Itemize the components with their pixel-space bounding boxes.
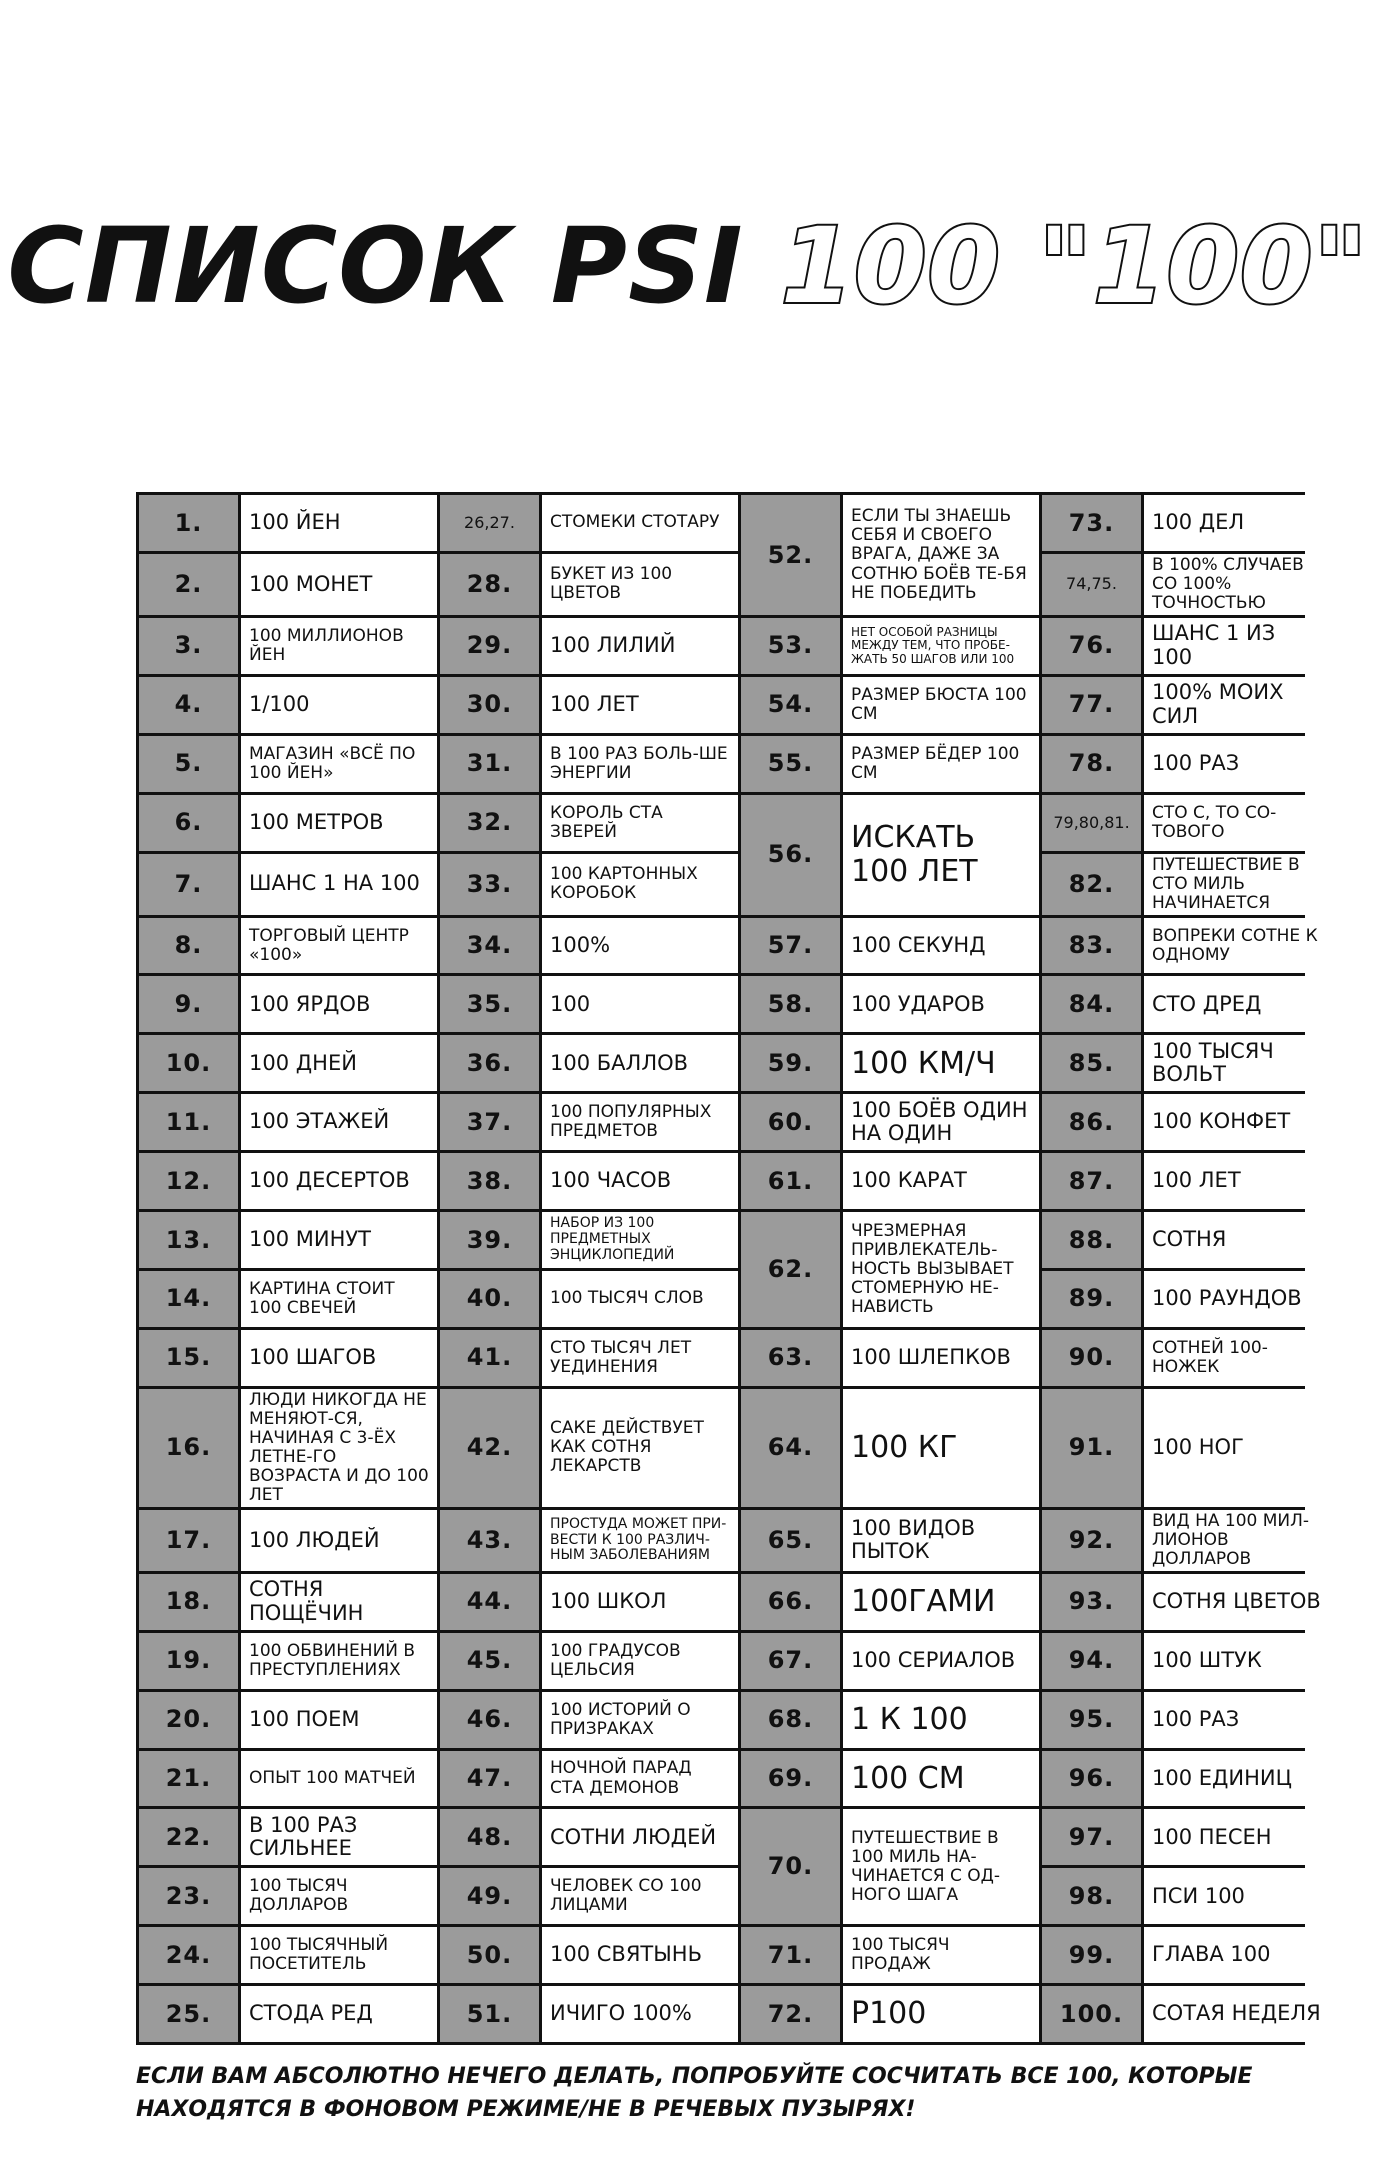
- entry-text: НЕТ ОСОБОЙ РАЗНИЦЫ МЕЖДУ ТЕМ, ЧТО ПРОБЕ-ЖАТЬ 50 ШАГОВ ИЛИ 100: [843, 618, 1039, 674]
- entry-text: 100 ГРАДУСОВ ЦЕЛЬСИЯ: [542, 1633, 738, 1689]
- entry-text: СОТНЯ: [1144, 1212, 1329, 1268]
- entry-text: 100 ПЕСЕН: [1144, 1809, 1329, 1865]
- entry-text: 100 КГ: [843, 1389, 1039, 1507]
- entry-text: ГЛАВА 100: [1144, 1927, 1329, 1983]
- entry-text: 100 КМ/Ч: [843, 1035, 1039, 1091]
- entry-text: ИСКАТЬ 100 ЛЕТ: [843, 795, 1039, 915]
- entry-text: 100 КОНФЕТ: [1144, 1094, 1329, 1150]
- entry-number: 91.: [1042, 1389, 1141, 1507]
- entry-number: 64.: [741, 1389, 840, 1507]
- entry-number: 52.: [741, 495, 840, 615]
- entry-text: 100 ДНЕЙ: [241, 1035, 437, 1091]
- entry-number: 23.: [139, 1868, 238, 1924]
- entry-number: 99.: [1042, 1927, 1141, 1983]
- entry-text: 100 СЕРИАЛОВ: [843, 1633, 1039, 1689]
- entry-number: 93.: [1042, 1574, 1141, 1630]
- entry-text: ПРОСТУДА МОЖЕТ ПРИ-ВЕСТИ К 100 РАЗЛИЧ-НЫМ ЗАБОЛЕВАНИЯМ: [542, 1510, 738, 1571]
- entry-text: ЧРЕЗМЕРНАЯ ПРИВЛЕКАТЕЛЬ-НОСТЬ ВЫЗЫВАЕТ СТОМЕРНУЮ НЕ-НАВИСТЬ: [843, 1212, 1039, 1327]
- entry-number: 69.: [741, 1751, 840, 1807]
- entry-text: СТОМЕКИ СТОТАРУ: [542, 495, 738, 551]
- entry-number: 25.: [139, 1986, 238, 2042]
- entry-number: 39.: [440, 1212, 539, 1268]
- entry-text: ЧЕЛОВЕК СО 100 ЛИЦАМИ: [542, 1868, 738, 1924]
- entry-number: 6.: [139, 795, 238, 851]
- entry-text: КАРТИНА СТОИТ 100 СВЕЧЕЙ: [241, 1271, 437, 1327]
- entry-text: 1 К 100: [843, 1692, 1039, 1748]
- entry-text: ВИД НА 100 МИЛ-ЛИОНОВ ДОЛЛАРОВ: [1144, 1510, 1329, 1571]
- entry-number: 40.: [440, 1271, 539, 1327]
- entry-text: 100 МИЛЛИОНОВ ЙЕН: [241, 618, 437, 674]
- entry-number: 32.: [440, 795, 539, 851]
- entry-text: 100 ТЫСЯЧНЫЙ ПОСЕТИТЕЛЬ: [241, 1927, 437, 1983]
- entry-number: 90.: [1042, 1330, 1141, 1386]
- entry-number: 56.: [741, 795, 840, 915]
- entry-number: 29.: [440, 618, 539, 674]
- entry-number: 87.: [1042, 1153, 1141, 1209]
- entry-number: 57.: [741, 918, 840, 974]
- entry-text: 100 ПОПУЛЯРНЫХ ПРЕДМЕТОВ: [542, 1094, 738, 1150]
- entry-number: 18.: [139, 1574, 238, 1630]
- entry-number: 13.: [139, 1212, 238, 1268]
- entry-number: 14.: [139, 1271, 238, 1327]
- entry-number: 88.: [1042, 1212, 1141, 1268]
- entry-number: 53.: [741, 618, 840, 674]
- entry-text: 100 ЛЕТ: [1144, 1153, 1329, 1209]
- entry-number: 36.: [440, 1035, 539, 1091]
- entry-number: 46.: [440, 1692, 539, 1748]
- entry-number: 85.: [1042, 1035, 1141, 1091]
- entry-number: 34.: [440, 918, 539, 974]
- entry-number: 68.: [741, 1692, 840, 1748]
- entry-text: ШАНС 1 НА 100: [241, 854, 437, 915]
- entry-text: СТО ДРЕД: [1144, 976, 1329, 1032]
- entry-text: НАБОР ИЗ 100 ПРЕДМЕТНЫХ ЭНЦИКЛОПЕДИЙ: [542, 1212, 738, 1268]
- entry-number: 30.: [440, 677, 539, 733]
- entry-number: 73.: [1042, 495, 1141, 551]
- entry-number: 95.: [1042, 1692, 1141, 1748]
- entry-text: 100 ТЫСЯЧ ПРОДАЖ: [843, 1927, 1039, 1983]
- entry-text: 100 СЕКУНД: [843, 918, 1039, 974]
- entry-number: 66.: [741, 1574, 840, 1630]
- entry-text: 100 ВИДОВ ПЫТОК: [843, 1510, 1039, 1571]
- entry-text: 100 СМ: [843, 1751, 1039, 1807]
- entry-text: 100 РАЗ: [1144, 1692, 1329, 1748]
- entry-text: РАЗМЕР БЁДЕР 100 СМ: [843, 736, 1039, 792]
- entry-text: ЛЮДИ НИКОГДА НЕ МЕНЯЮТ-СЯ, НАЧИНАЯ С 3-ЁХ ЛЕТНЕ-ГО ВОЗРАСТА И ДО 100 ЛЕТ: [241, 1389, 437, 1507]
- entry-number: 28.: [440, 554, 539, 615]
- entry-text: ПСИ 100: [1144, 1868, 1329, 1924]
- entry-number: 8.: [139, 918, 238, 974]
- entry-number: 21.: [139, 1751, 238, 1807]
- entry-text: 100 ЛЕТ: [542, 677, 738, 733]
- entry-number: 96.: [1042, 1751, 1141, 1807]
- entry-number: 58.: [741, 976, 840, 1032]
- entry-number: 100.: [1042, 1986, 1141, 2042]
- entry-text: 100 ДЕСЕРТОВ: [241, 1153, 437, 1209]
- entry-text: БУКЕТ ИЗ 100 ЦВЕТОВ: [542, 554, 738, 615]
- entry-number: 77.: [1042, 677, 1141, 733]
- entry-text: 100 ЯРДОВ: [241, 976, 437, 1032]
- entry-text: 100 УДАРОВ: [843, 976, 1039, 1032]
- entry-text: РАЗМЕР БЮСТА 100 СМ: [843, 677, 1039, 733]
- entry-text: СТОДА РЕД: [241, 1986, 437, 2042]
- entry-text: 100 ЛИЛИЙ: [542, 618, 738, 674]
- entry-text: 100 ЕДИНИЦ: [1144, 1751, 1329, 1807]
- entry-number: 43.: [440, 1510, 539, 1571]
- entry-text: 100 ШКОЛ: [542, 1574, 738, 1630]
- entry-number: 4.: [139, 677, 238, 733]
- entry-text: СОТНЯ ПОЩЁЧИН: [241, 1574, 437, 1630]
- entry-number: 47.: [440, 1751, 539, 1807]
- entry-text: ПУТЕШЕСТВИЕ В 100 МИЛЬ НА-ЧИНАЕТСЯ С ОД-НОГО ШАГА: [843, 1809, 1039, 1924]
- entry-number: 63.: [741, 1330, 840, 1386]
- entry-number: 1.: [139, 495, 238, 551]
- entry-text: 100 КАРТОННЫХ КОРОБОК: [542, 854, 738, 915]
- entry-text: Р100: [843, 1986, 1039, 2042]
- entry-number: 45.: [440, 1633, 539, 1689]
- entry-text: 100 ДЕЛ: [1144, 495, 1329, 551]
- title-main: СПИСОК PSI: [7, 205, 744, 327]
- entry-text: СТО С, ТО СО-ТОВОГО: [1144, 795, 1329, 851]
- entry-number: 71.: [741, 1927, 840, 1983]
- entry-text: 100 МИНУТ: [241, 1212, 437, 1268]
- entry-number: 24.: [139, 1927, 238, 1983]
- entry-number: 44.: [440, 1574, 539, 1630]
- entry-text: 100 ТЫСЯЧ СЛОВ: [542, 1271, 738, 1327]
- entry-number: 15.: [139, 1330, 238, 1386]
- entry-number: 35.: [440, 976, 539, 1032]
- entry-text: 100 НОГ: [1144, 1389, 1329, 1507]
- entry-number: 82.: [1042, 854, 1141, 915]
- entry-text: САКЕ ДЕЙСТВУЕТ КАК СОТНЯ ЛЕКАРСТВ: [542, 1389, 738, 1507]
- entry-number: 76.: [1042, 618, 1141, 674]
- entry-number: 94.: [1042, 1633, 1141, 1689]
- entry-number: 67.: [741, 1633, 840, 1689]
- entry-number: 98.: [1042, 1868, 1141, 1924]
- entry-text: 100 ШТУК: [1144, 1633, 1329, 1689]
- entry-number: 7.: [139, 854, 238, 915]
- entry-number: 60.: [741, 1094, 840, 1150]
- entry-number: 26,27.: [440, 495, 539, 551]
- entry-text: СОТНЕЙ 100-НОЖЕК: [1144, 1330, 1329, 1386]
- entry-text: СОТАЯ НЕДЕЛЯ: [1144, 1986, 1329, 2042]
- entry-text: 100 КАРАТ: [843, 1153, 1039, 1209]
- entry-text: КОРОЛЬ СТА ЗВЕРЕЙ: [542, 795, 738, 851]
- entry-number: 17.: [139, 1510, 238, 1571]
- entry-text: 100%: [542, 918, 738, 974]
- entry-number: 31.: [440, 736, 539, 792]
- entry-text: СТО ТЫСЯЧ ЛЕТ УЕДИНЕНИЯ: [542, 1330, 738, 1386]
- entry-number: 86.: [1042, 1094, 1141, 1150]
- entry-text: 100 ТЫСЯЧ ДОЛЛАРОВ: [241, 1868, 437, 1924]
- entry-text: МАГАЗИН «ВСЁ ПО 100 ЙЕН»: [241, 736, 437, 792]
- entry-number: 54.: [741, 677, 840, 733]
- entry-text: 100 ОБВИНЕНИЙ В ПРЕСТУПЛЕНИЯХ: [241, 1633, 437, 1689]
- entry-number: 38.: [440, 1153, 539, 1209]
- entry-text: НОЧНОЙ ПАРАД СТА ДЕМОНОВ: [542, 1751, 738, 1807]
- entry-number: 10.: [139, 1035, 238, 1091]
- entry-number: 51.: [440, 1986, 539, 2042]
- entry-text: ОПЫТ 100 МАТЧЕЙ: [241, 1751, 437, 1807]
- entry-number: 79,80,81.: [1042, 795, 1141, 851]
- entry-text: 100 ЙЕН: [241, 495, 437, 551]
- entry-text: СОТНЯ ЦВЕТОВ: [1144, 1574, 1329, 1630]
- entry-text: 100 ШЛЕПКОВ: [843, 1330, 1039, 1386]
- entry-text: В 100 РАЗ БОЛЬ-ШЕ ЭНЕРГИИ: [542, 736, 738, 792]
- entry-number: 9.: [139, 976, 238, 1032]
- entry-text: 100% МОИХ СИЛ: [1144, 677, 1329, 733]
- entry-text: 100 БАЛЛОВ: [542, 1035, 738, 1091]
- entry-number: 74,75.: [1042, 554, 1141, 615]
- entry-number: 12.: [139, 1153, 238, 1209]
- entry-number: 2.: [139, 554, 238, 615]
- entry-number: 83.: [1042, 918, 1141, 974]
- entry-number: 50.: [440, 1927, 539, 1983]
- entry-text: 100: [542, 976, 738, 1032]
- entry-number: 55.: [741, 736, 840, 792]
- entry-text: ТОРГОВЫЙ ЦЕНТР «100»: [241, 918, 437, 974]
- entry-number: 59.: [741, 1035, 840, 1091]
- title-outlined: 100 "100": [780, 205, 1369, 327]
- entry-text: ЕСЛИ ТЫ ЗНАЕШЬ СЕБЯ И СВОЕГО ВРАГА, ДАЖЕ ЗА СОТНЮ БОЁВ ТЕ-БЯ НЕ ПОБЕДИТЬ: [843, 495, 1039, 615]
- entry-text: СОТНИ ЛЮДЕЙ: [542, 1809, 738, 1865]
- entry-text: 100 ПОЕМ: [241, 1692, 437, 1748]
- entry-number: 48.: [440, 1809, 539, 1865]
- entry-text: 100 МЕТРОВ: [241, 795, 437, 851]
- entry-text: 100 ШАГОВ: [241, 1330, 437, 1386]
- entry-text: ВОПРЕКИ СОТНЕ К ОДНОМУ: [1144, 918, 1329, 974]
- page-title: [0, 205, 1376, 327]
- entry-text: 100 РАУНДОВ: [1144, 1271, 1329, 1327]
- entry-text: 100 ЭТАЖЕЙ: [241, 1094, 437, 1150]
- entry-text: 1/100: [241, 677, 437, 733]
- entry-number: 19.: [139, 1633, 238, 1689]
- entry-number: 89.: [1042, 1271, 1141, 1327]
- entry-number: 92.: [1042, 1510, 1141, 1571]
- entry-text: 100 СВЯТЫНЬ: [542, 1927, 738, 1983]
- entry-number: 5.: [139, 736, 238, 792]
- entry-text: 100 ТЫСЯЧ ВОЛЬТ: [1144, 1035, 1329, 1091]
- entry-number: 33.: [440, 854, 539, 915]
- entry-number: 22.: [139, 1809, 238, 1865]
- entry-number: 62.: [741, 1212, 840, 1327]
- entry-number: 11.: [139, 1094, 238, 1150]
- entry-text: 100 РАЗ: [1144, 736, 1329, 792]
- footer-note: ЕСЛИ ВАМ АБСОЛЮТНО НЕЧЕГО ДЕЛАТЬ, ПОПРОБУЙТЕ СОСЧИТАТЬ ВСЕ 100, КОТОРЫЕ НАХОДЯТСЯ В ФОНОВОМ РЕЖИМЕ/НЕ В РЕЧЕВЫХ ПУЗЫРЯХ!: [136, 2064, 1253, 2122]
- entry-text: 100ГАМИ: [843, 1574, 1039, 1630]
- entry-text: 100 ЛЮДЕЙ: [241, 1510, 437, 1571]
- entry-number: 37.: [440, 1094, 539, 1150]
- entry-number: 42.: [440, 1389, 539, 1507]
- entry-number: 3.: [139, 618, 238, 674]
- entry-text: 100 МОНЕТ: [241, 554, 437, 615]
- entry-text: 100 БОЁВ ОДИН НА ОДИН: [843, 1094, 1039, 1150]
- entry-text: 100 ЧАСОВ: [542, 1153, 738, 1209]
- entry-number: 78.: [1042, 736, 1141, 792]
- entry-number: 84.: [1042, 976, 1141, 1032]
- entry-text: 100 ИСТОРИЙ О ПРИЗРАКАХ: [542, 1692, 738, 1748]
- entry-text: ШАНС 1 ИЗ 100: [1144, 618, 1329, 674]
- entry-text: ИЧИГО 100%: [542, 1986, 738, 2042]
- entry-number: 97.: [1042, 1809, 1141, 1865]
- entry-number: 49.: [440, 1868, 539, 1924]
- entry-number: 16.: [139, 1389, 238, 1507]
- entry-text: В 100 РАЗ СИЛЬНЕЕ: [241, 1809, 437, 1865]
- entry-text: В 100% СЛУЧАЕВ СО 100% ТОЧНОСТЬЮ: [1144, 554, 1329, 615]
- entry-number: 41.: [440, 1330, 539, 1386]
- entry-number: 61.: [741, 1153, 840, 1209]
- hundred-list-table: [136, 492, 1321, 2045]
- entry-number: 20.: [139, 1692, 238, 1748]
- entry-text: ПУТЕШЕСТВИЕ В СТО МИЛЬ НАЧИНАЕТСЯ: [1144, 854, 1329, 915]
- entry-number: 70.: [741, 1809, 840, 1924]
- entry-number: 65.: [741, 1510, 840, 1571]
- entry-number: 72.: [741, 1986, 840, 2042]
